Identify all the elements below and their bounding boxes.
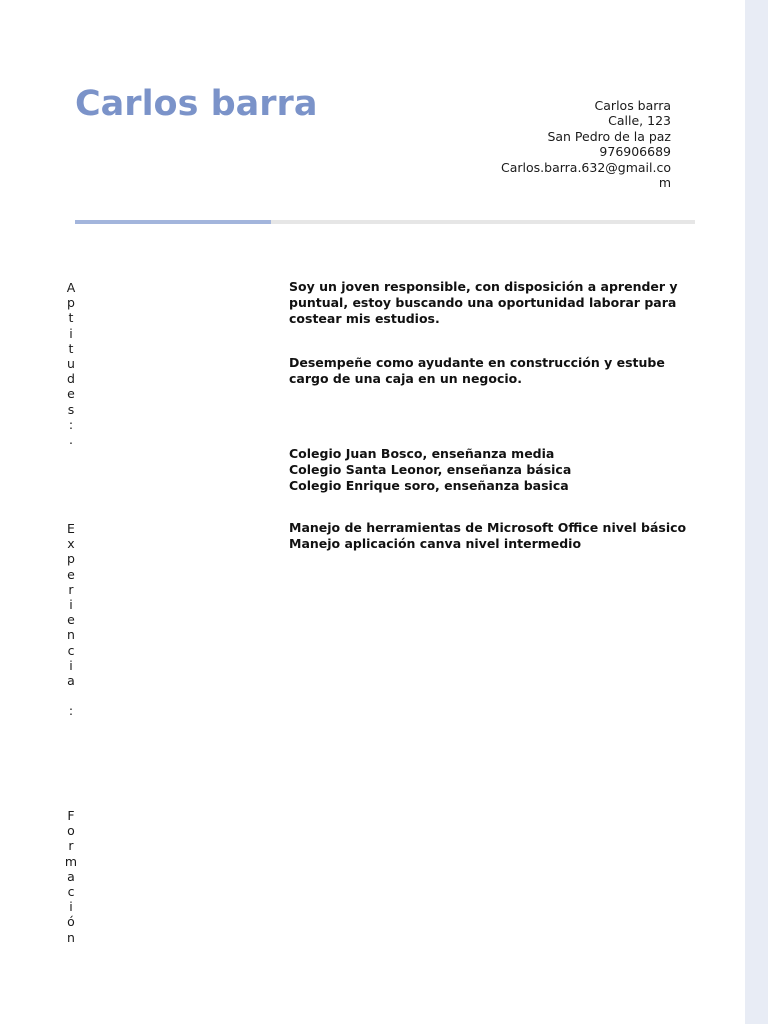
- vertical-letter: E: [67, 521, 75, 536]
- skills-line: Manejo de herramientas de Microsoft Office nivel básico: [289, 520, 687, 535]
- vertical-letter: e: [67, 612, 75, 628]
- education-line: Colegio Enrique soro, enseñanza basica: [289, 478, 569, 493]
- vertical-letter: m: [64, 853, 78, 869]
- profile-line: costear mis estudios.: [289, 311, 440, 326]
- skills-block: [289, 520, 689, 552]
- contact-address: Calle, 123: [608, 113, 671, 129]
- profile-line: Soy un joven responsible, con disposición a aprender y: [289, 279, 678, 294]
- vertical-letter: a: [67, 672, 75, 688]
- experience-line: cargo de una caja en un negocio.: [289, 371, 522, 386]
- vertical-letter: :: [68, 703, 74, 719]
- vertical-letter: r: [68, 581, 74, 597]
- profile-line: puntual, estoy buscando una oportunidad laborar para: [289, 295, 677, 310]
- vertical-letter: u: [67, 355, 75, 371]
- vertical-letter: c: [67, 883, 75, 899]
- contact-email: Carlos.barra.632@gmail.com: [501, 159, 671, 191]
- vertical-letter: a: [67, 868, 75, 884]
- education-line: Colegio Santa Leonor, enseñanza básica: [289, 462, 572, 477]
- contact-city: San Pedro de la paz: [547, 128, 671, 144]
- profile-block: [289, 279, 689, 327]
- contact-block: [501, 98, 671, 190]
- experience-block: [289, 355, 689, 387]
- vertical-letter: [64, 688, 78, 703]
- vertical-letter: n: [67, 929, 75, 945]
- vertical-letter: p: [67, 295, 75, 311]
- education-block: [289, 446, 689, 494]
- vertical-letter: s: [67, 401, 75, 417]
- formacion-label: [64, 808, 78, 945]
- header-divider-accent: [75, 220, 271, 224]
- vertical-letter: r: [68, 838, 74, 854]
- vertical-letter: n: [67, 627, 75, 643]
- aptitudes-label: [64, 280, 78, 447]
- contact-name: Carlos barra: [594, 98, 671, 113]
- vertical-letter: e: [67, 566, 75, 582]
- candidate-name: Carlos barra: [75, 84, 318, 124]
- vertical-letter: c: [67, 642, 75, 658]
- vertical-letter: i: [69, 596, 73, 612]
- experience-line: Desempeñe como ayudante en construcción y estube: [289, 355, 665, 370]
- vertical-letter: A: [66, 280, 76, 295]
- vertical-letter: x: [67, 536, 75, 552]
- vertical-letter: .: [69, 431, 73, 447]
- vertical-letter: t: [68, 340, 74, 356]
- vertical-letter: i: [69, 899, 73, 915]
- page-gutter: [745, 0, 768, 1024]
- vertical-letter: o: [67, 823, 75, 839]
- vertical-letter: e: [67, 386, 75, 402]
- vertical-letter: i: [69, 325, 73, 341]
- vertical-letter: i: [69, 657, 73, 673]
- vertical-letter: d: [67, 371, 75, 387]
- vertical-letter: F: [67, 808, 75, 823]
- vertical-letter: ó: [67, 914, 75, 930]
- skills-line: Manejo aplicación canva nivel intermedio: [289, 536, 582, 551]
- contact-phone: 976906689: [599, 144, 671, 160]
- vertical-letter: :: [68, 416, 74, 432]
- vertical-letter: p: [67, 551, 75, 567]
- education-line: Colegio Juan Bosco, enseñanza media: [289, 446, 555, 461]
- experiencia-label: [64, 521, 78, 718]
- vertical-letter: t: [68, 310, 74, 326]
